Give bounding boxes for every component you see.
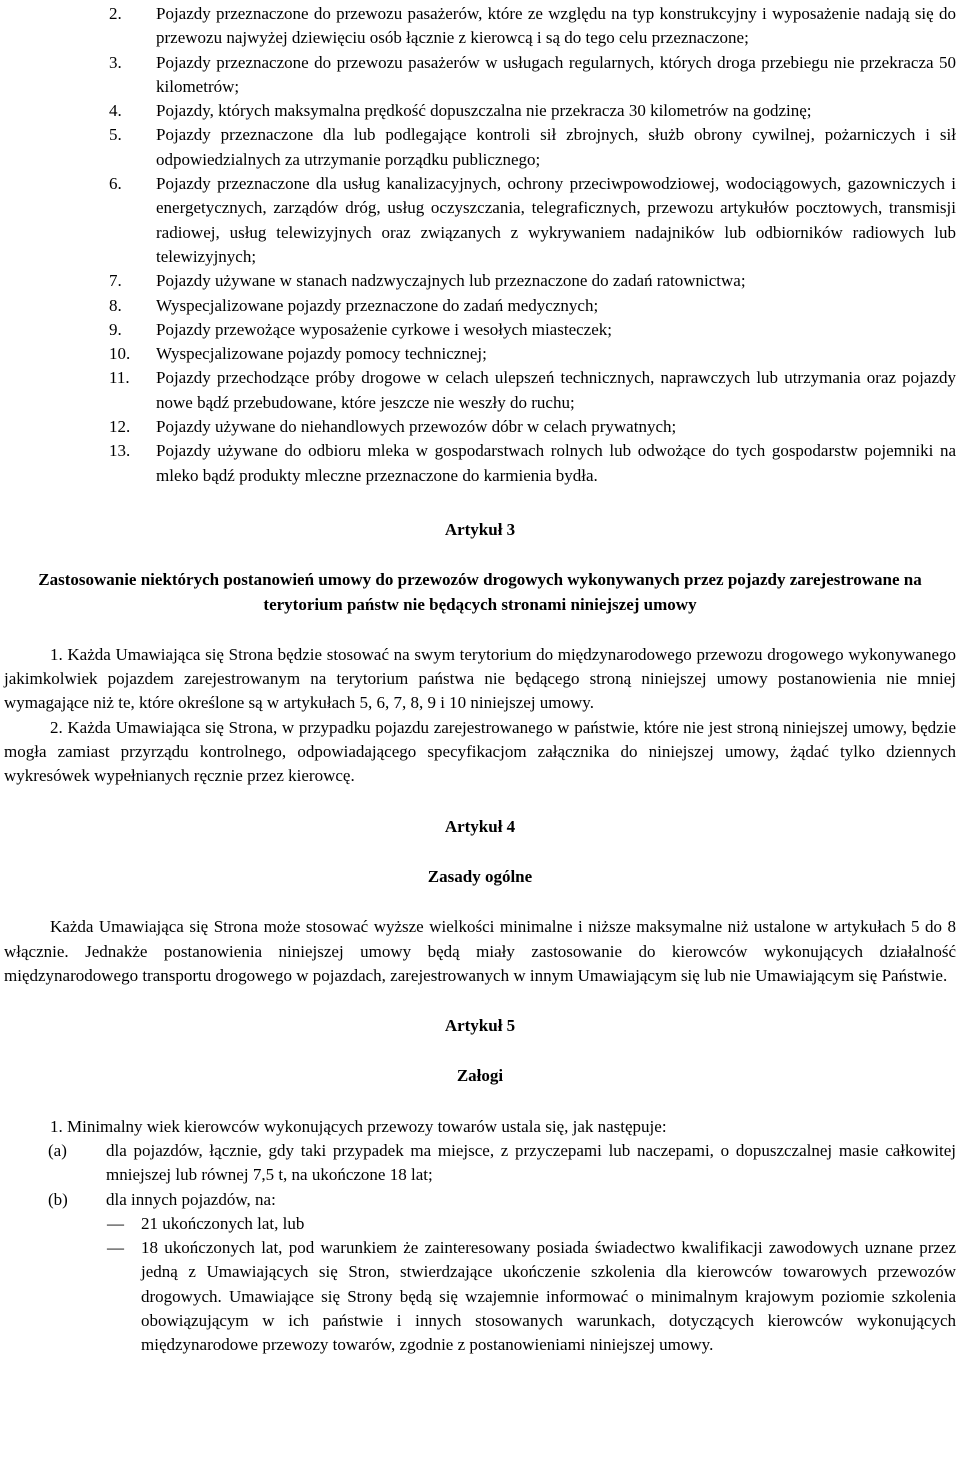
article-3-paragraph-1: 1. Każda Umawiająca się Strona będzie stosować na swym terytorium do międzynarodowego przewozu drogowego wykonywanego jakimkolwiek pojazdem zarejestrowanym na terytorium państwa nie będącego stroną niniejszej umowy postanowienia nie mniej wymagające niż te, które określone są w artykułach 5, 6, 7, 8, 9 i 10 niniejszej umowy. [4,644,956,713]
list-item-a [4,1139,956,1188]
list-item [109,366,956,415]
list-item-text: Pojazdy przeznaczone dla usług kanalizacyjnych, ochrony przeciwpowodziowej, wodociągowych, gazowniczych i energetycznych, zarządów dróg, usług oczyszczania, telegraficznych, przewozu artykułów pocztowych, transmisji radiowej, usług telewizyjnych oraz związanych z wykrywaniem nadajników lub odbiorników radiowych lub telewizyjnych; [156,174,956,266]
article-3-paragraph-2: 2. Każda Umawiająca się Strona, w przypadku pojazdu zarejestrowanego w państwie, które nie jest stroną niniejszej umowy, będzie mogła zamiast przyrządu kontrolnego, odpowiadającego specyfikacjom załącznika do niniejszej umowy, żądać tylko dziennych wykresówek wypełnianych ręcznie przez kierowcę. [4,717,956,786]
list-item-text: Pojazdy używane do niehandlowych przewozów dóbr w celach prywatnych; [156,417,677,437]
list-item-number: 3. [109,52,122,72]
list-item-text: Pojazdy przeznaczone do przewozu pasażerów, które ze względu na typ konstrukcyjny i wyposażenie nadają się do przewozu najwyżej dziewięciu osób łącznie z kierowcą i są do tego celu przeznaczone; [156,4,956,48]
list-item-text: Pojazdy używane w stanach nadzwyczajnych lub przeznaczone do zadań ratownictwa; [156,271,746,291]
list-item-number: 10. [109,344,131,364]
list-item-number: 13. [109,441,131,461]
dash-list [4,1212,956,1358]
dash-marker: — [107,1238,124,1258]
dash-item [107,1236,956,1357]
article-3-title: Zastosowanie niektórych postanowień umowy do przewozów drogowych wykonywanych przez pojazdy zarejestrowane na terytorium państw nie będących stronami niniejszej umowy [38,570,922,614]
list-item-b [4,1188,956,1212]
list-item [109,99,956,123]
list-item-a-text: dla pojazdów, łącznie, gdy taki przypadek ma miejsce, z przyczepami lub naczepami, o dopuszczalnej masie całkowitej mniejszej lub równej 7,5 t, na ukończone 18 lat; [106,1140,956,1185]
article-4-title: Zasady ogólne [427,866,533,886]
list-item-number: 5. [109,125,122,145]
article-4-paragraph-1: Każda Umawiająca się Strona może stosować wyższe wielkości minimalne i niższe maksymalne niż ustalone w artykułach 5 do 8 włącznie. Jednakże postanowienia niniejszej umowy będą miały zastosowanie do kierowców wykonujących działalność międzynarodowego transportu drogowego w pojazdach, zarejestrowanych w innym Umawiającym się lub nie Umawiającym się Państwie. [4,917,956,985]
list-item [109,172,956,269]
list-item-number: 2. [109,4,122,23]
list-item-text: Pojazdy przeznaczone do przewozu pasażerów w usługach regularnych, których droga przebiegu nie przekracza 50 kilometrów; [156,52,956,96]
list-item [109,51,956,100]
list-item-number: 12. [109,417,131,437]
list-item-text: Pojazdy przewożące wyposażenie cyrkowe i wesołych miasteczek; [156,319,612,339]
dash-item-text: 18 ukończonych lat, pod warunkiem że zainteresowany posiada świadectwo kwalifikacji zawodowych uznane przez jedną z Umawiających się Stron, stwierdzające ukończenie szkolenia dla kierowców towarowych przewozów drogowych. Umawiające się Strony będą się wzajemnie informować o minimalnym krajowym poziomie szkolenia obowiązującym w ich państwie i innych stosowanych warunkach, dotyczących kierowców wykonujących międzynarodowe przewozy towarów, zgodnie z postanowieniami niniejszej umowy. [141,1238,956,1355]
list-item-text: Wyspecjalizowane pojazdy pomocy technicznej; [156,344,487,364]
list-item-text: Wyspecjalizowane pojazdy przeznaczone do zadań medycznych; [156,295,599,315]
list-item-number: 6. [109,174,122,194]
list-item-number: 9. [109,319,122,339]
list-item [109,123,956,172]
list-item-text: Pojazdy używane do odbioru mleka w gospodarstwach rolnych lub odwożące do tych gospodarstw pojemniki na mleko bądź produkty mleczne przeznaczone do karmienia bydła. [156,441,956,485]
list-item [109,294,956,318]
list-item-text: Pojazdy, których maksymalna prędkość dopuszczalna nie przekracza 30 kilometrów na godzinę; [156,101,812,121]
article-5-title: Załogi [456,1066,504,1086]
list-item [109,342,956,366]
exemptions-list [4,0,956,488]
list-item-b-text: dla innych pojazdów, na: [106,1189,276,1209]
dash-item-text: 21 ukończonych lat, lub [141,1213,305,1233]
list-item [109,439,956,488]
list-item-a-label: (a) [48,1140,67,1160]
article-5-heading: Artykuł 5 [444,1016,516,1036]
dash-item [107,1212,956,1236]
list-item-number: 7. [109,271,122,291]
article-5-paragraph-1: 1. Minimalny wiek kierowców wykonujących przewozy towarów ustala się, jak następuje: [50,1116,667,1136]
article-3-heading: Artykuł 3 [444,519,516,539]
list-item-number: 11. [109,368,130,388]
list-item-b-label: (b) [48,1189,68,1209]
list-item-number: 4. [109,101,122,121]
list-item-number: 8. [109,295,122,315]
list-item-text: Pojazdy przeznaczone dla lub podlegające kontroli sił zbrojnych, służb obrony cywilnej, pożarniczych i sił odpowiedzialnych za utrzymanie porządku publicznego; [156,125,956,169]
dash-marker: — [107,1213,124,1233]
article-4-heading: Artykuł 4 [444,816,516,836]
list-item [109,2,956,51]
list-item-text: Pojazdy przechodzące próby drogowe w celach ulepszeń technicznych, naprawczych lub utrzymania oraz pojazdy nowe bądź przebudowane, które jeszcze nie weszły do ruchu; [156,368,956,412]
list-item [109,318,956,342]
list-item [109,269,956,293]
list-item [109,415,956,439]
